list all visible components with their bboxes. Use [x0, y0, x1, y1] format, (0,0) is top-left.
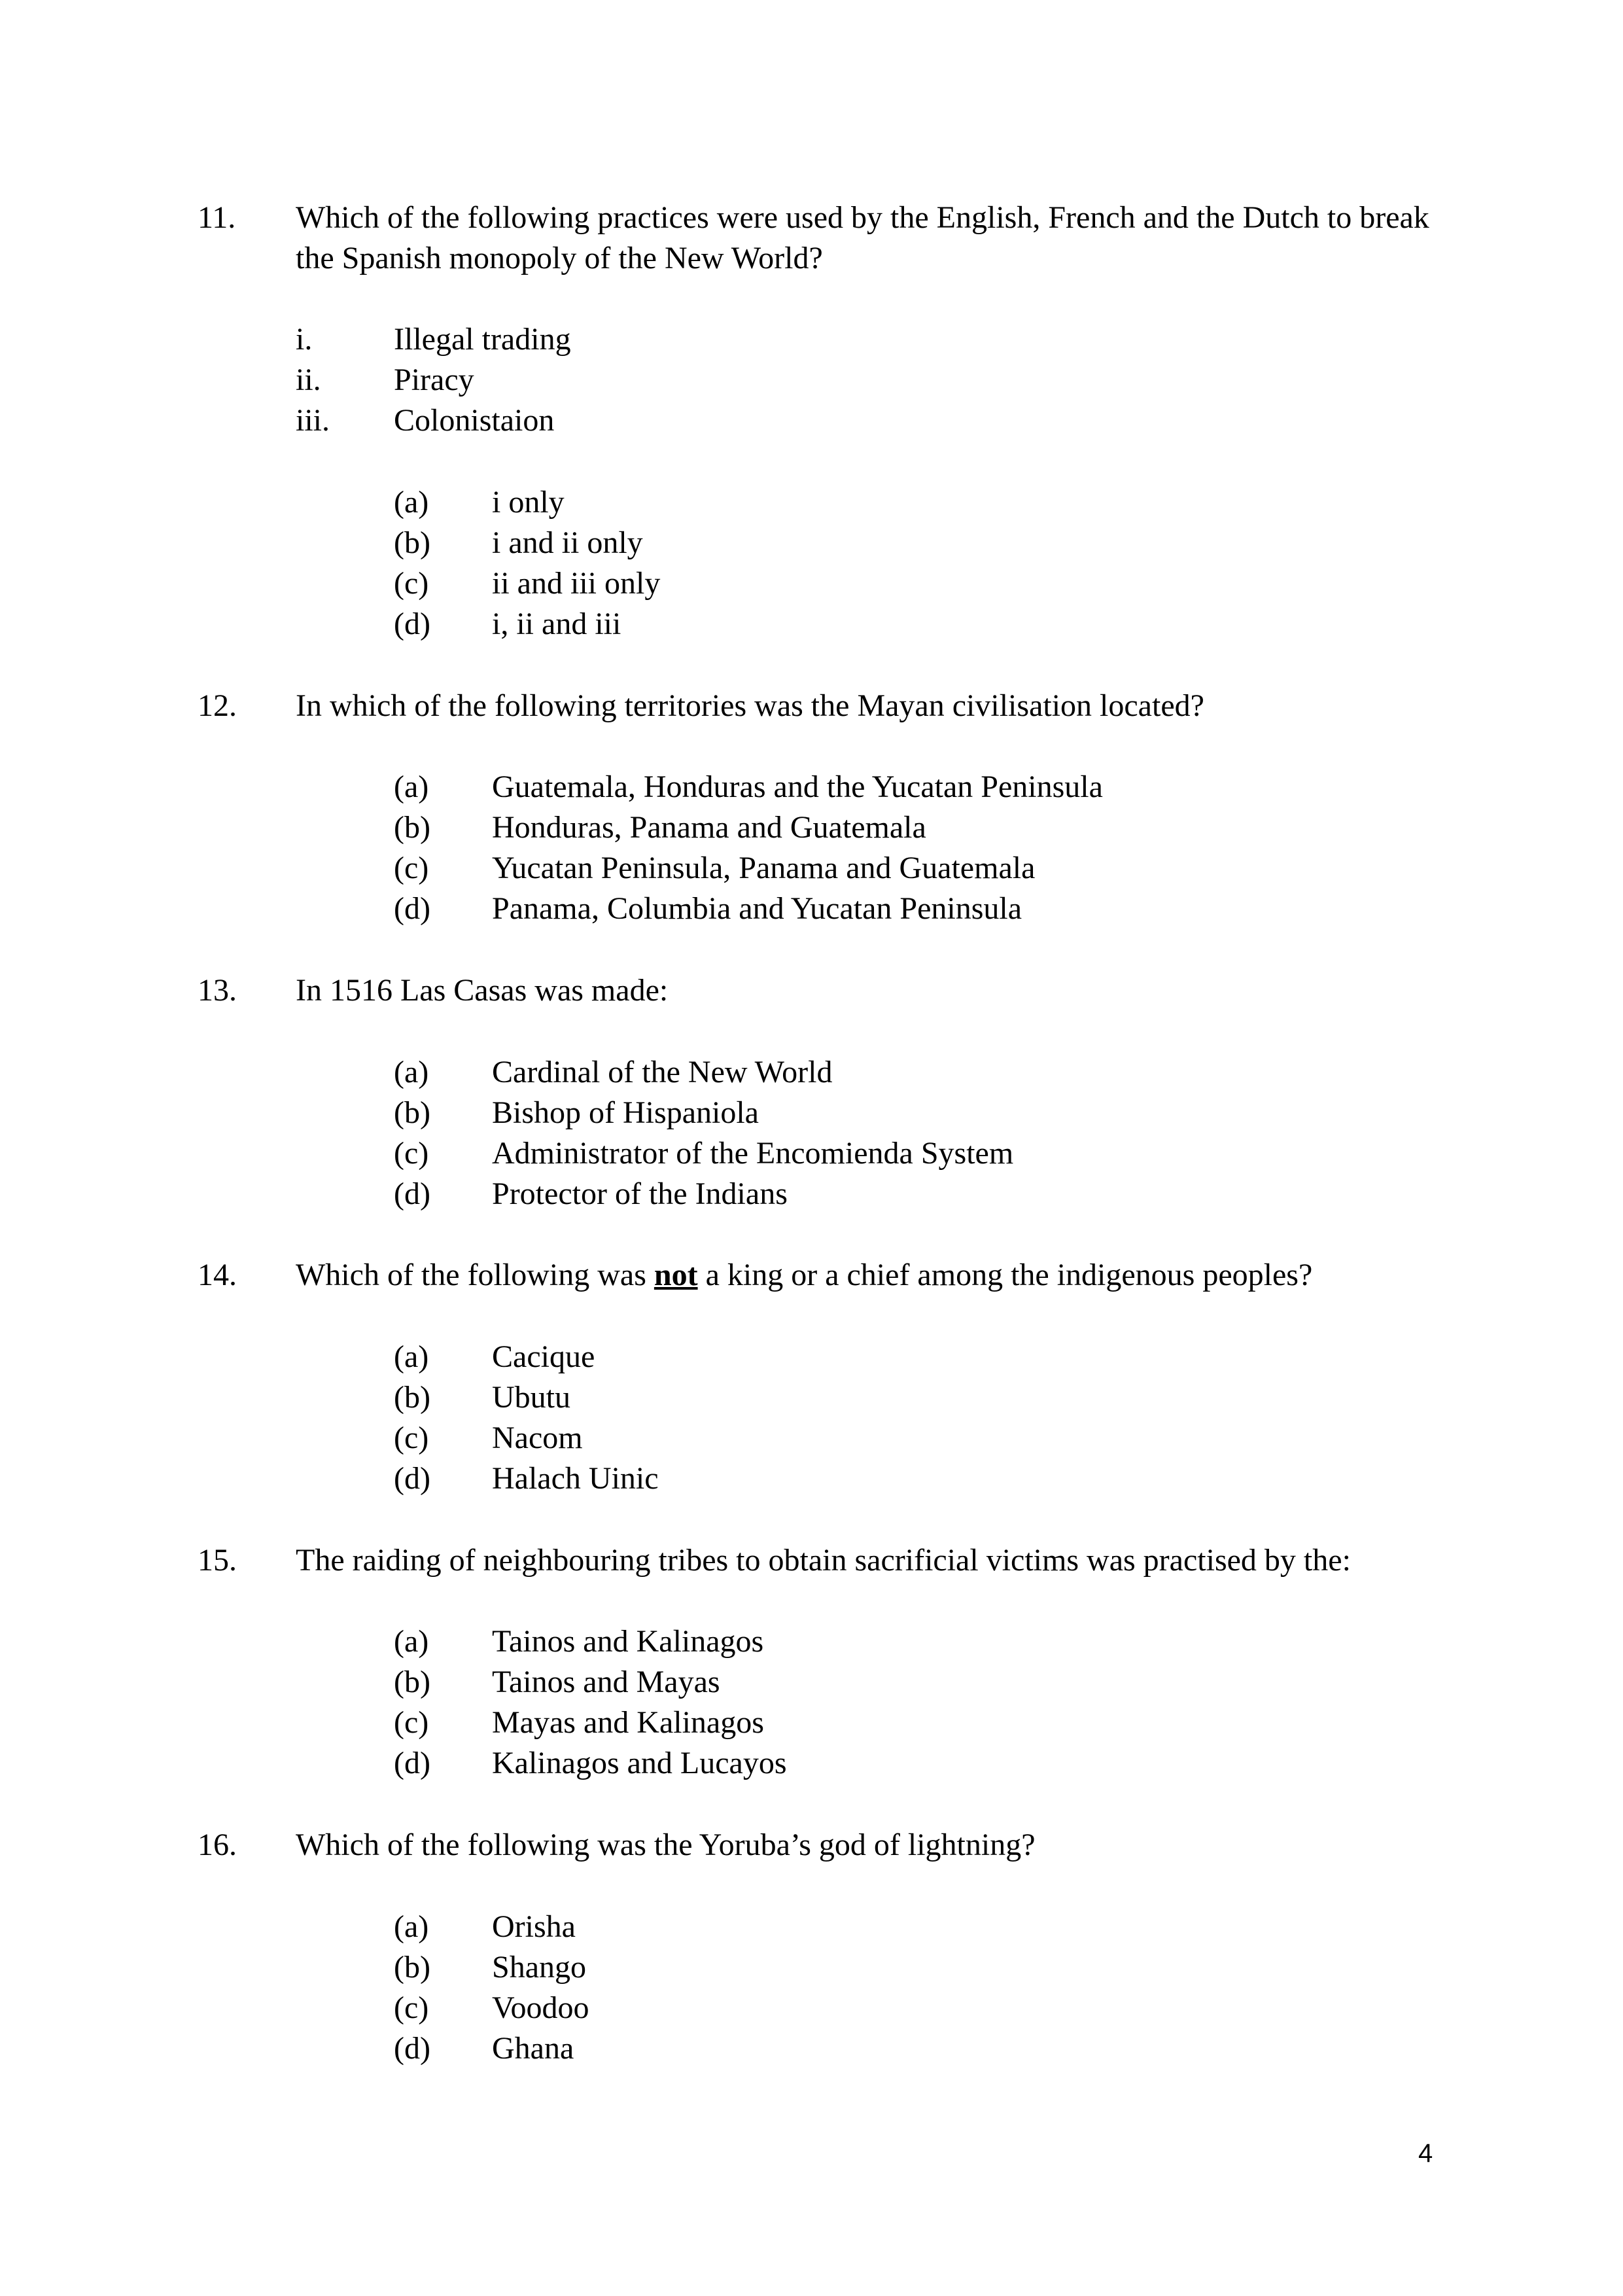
option-text: Tainos and Kalinagos [492, 1624, 764, 1659]
option-letter: (c) [394, 1421, 429, 1455]
option-a [0, 1052, 1623, 1093]
option-a [0, 1621, 1623, 1662]
question-number: 16. [198, 1828, 237, 1862]
option-d [0, 1174, 1623, 1214]
option-a [0, 1907, 1623, 1947]
option-b [0, 1947, 1623, 1988]
option-text: Orisha [492, 1909, 576, 1944]
statement-number: i. [296, 322, 313, 357]
option-letter: (b) [394, 1665, 430, 1699]
option-text: i, ii and iii [492, 607, 621, 641]
question-number: 13. [198, 973, 237, 1008]
option-text: Honduras, Panama and Guatemala [492, 810, 926, 845]
option-c [0, 1418, 1623, 1458]
question-number: 14. [198, 1258, 237, 1292]
option-letter: (a) [394, 1909, 429, 1944]
option-text: Cardinal of the New World [492, 1055, 833, 1089]
option-text: Protector of the Indians [492, 1176, 788, 1211]
option-letter: (b) [394, 810, 430, 845]
option-d [0, 889, 1623, 929]
option-b [0, 1377, 1623, 1418]
option-text: Nacom [492, 1421, 583, 1455]
option-text: Administrator of the Encomienda System [492, 1136, 1014, 1171]
option-letter: (b) [394, 1095, 430, 1130]
option-d [0, 1458, 1623, 1499]
option-d [0, 1743, 1623, 1784]
option-text: Shango [492, 1950, 586, 1985]
option-letter: (d) [394, 1461, 430, 1496]
option-c [0, 848, 1623, 889]
option-c [0, 563, 1623, 604]
option-text: ii and iii only [492, 566, 661, 601]
option-letter: (d) [394, 2031, 430, 2066]
option-c [0, 1988, 1623, 2028]
option-b [0, 523, 1623, 563]
option-text: Ghana [492, 2031, 574, 2066]
option-text: Bishop of Hispaniola [492, 1095, 759, 1130]
option-letter: (c) [394, 566, 429, 601]
page-number: 4 [1418, 2139, 1433, 2168]
question-text: Which of the following practices were used by the English, French and the Dutch to break the Spanish monopoly of the New World? [296, 200, 1429, 275]
question-text-before: Which of the following was [296, 1258, 654, 1292]
question-number: 15. [198, 1543, 237, 1578]
question-text: In 1516 Las Casas was made: [296, 973, 669, 1008]
option-letter: (a) [394, 1339, 429, 1374]
option-text: Kalinagos and Lucayos [492, 1746, 787, 1780]
option-letter: (b) [394, 1380, 430, 1415]
option-text: Voodoo [492, 1990, 589, 2025]
option-text: Tainos and Mayas [492, 1665, 720, 1699]
option-d [0, 2028, 1623, 2069]
option-a [0, 767, 1623, 807]
statement-text: Piracy [394, 362, 474, 397]
question-text: The raiding of neighbouring tribes to obtain sacrificial victims was practised by the: [296, 1543, 1351, 1578]
option-letter: (c) [394, 1136, 429, 1171]
question-text: In which of the following territories was the Mayan civilisation located? [296, 688, 1204, 723]
option-letter: (b) [394, 1950, 430, 1985]
option-c [0, 1133, 1623, 1174]
question-text: Which of the following was the Yoruba’s god of lightning? [296, 1828, 1036, 1862]
statement-ii [0, 360, 1623, 400]
statement-iii [0, 400, 1623, 441]
question-text-emphasis: not [654, 1258, 698, 1292]
option-text: Guatemala, Honduras and the Yucatan Peninsula [492, 769, 1103, 804]
option-b [0, 1662, 1623, 1703]
option-d [0, 604, 1623, 645]
statement-text: Colonistaion [394, 403, 555, 438]
option-letter: (c) [394, 1705, 429, 1740]
option-letter: (a) [394, 1624, 429, 1659]
option-letter: (d) [394, 1176, 430, 1211]
statement-number: ii. [296, 362, 321, 397]
option-letter: (a) [394, 485, 429, 520]
option-letter: (d) [394, 891, 430, 926]
option-text: Panama, Columbia and Yucatan Peninsula [492, 891, 1022, 926]
option-letter: (d) [394, 607, 430, 641]
question-number: 12. [198, 688, 237, 723]
option-letter: (c) [394, 851, 429, 885]
statement-i [0, 319, 1623, 360]
option-letter: (c) [394, 1990, 429, 2025]
question-text-after: a king or a chief among the indigenous peoples? [697, 1258, 1313, 1292]
option-a [0, 482, 1623, 523]
option-text: i only [492, 485, 565, 520]
option-text: Cacique [492, 1339, 595, 1374]
option-letter: (a) [394, 1055, 429, 1089]
option-text: Halach Uinic [492, 1461, 659, 1496]
option-c [0, 1703, 1623, 1743]
option-letter: (b) [394, 525, 430, 560]
statement-text: Illegal trading [394, 322, 571, 357]
option-text: Mayas and Kalinagos [492, 1705, 764, 1740]
option-b [0, 807, 1623, 848]
option-a [0, 1337, 1623, 1377]
option-text: i and ii only [492, 525, 643, 560]
option-letter: (d) [394, 1746, 430, 1780]
statement-number: iii. [296, 403, 330, 438]
question-text [296, 1255, 1447, 1296]
option-text: Ubutu [492, 1380, 570, 1415]
option-b [0, 1093, 1623, 1133]
option-letter: (a) [394, 769, 429, 804]
question-number: 11. [198, 200, 236, 235]
option-text: Yucatan Peninsula, Panama and Guatemala [492, 851, 1036, 885]
